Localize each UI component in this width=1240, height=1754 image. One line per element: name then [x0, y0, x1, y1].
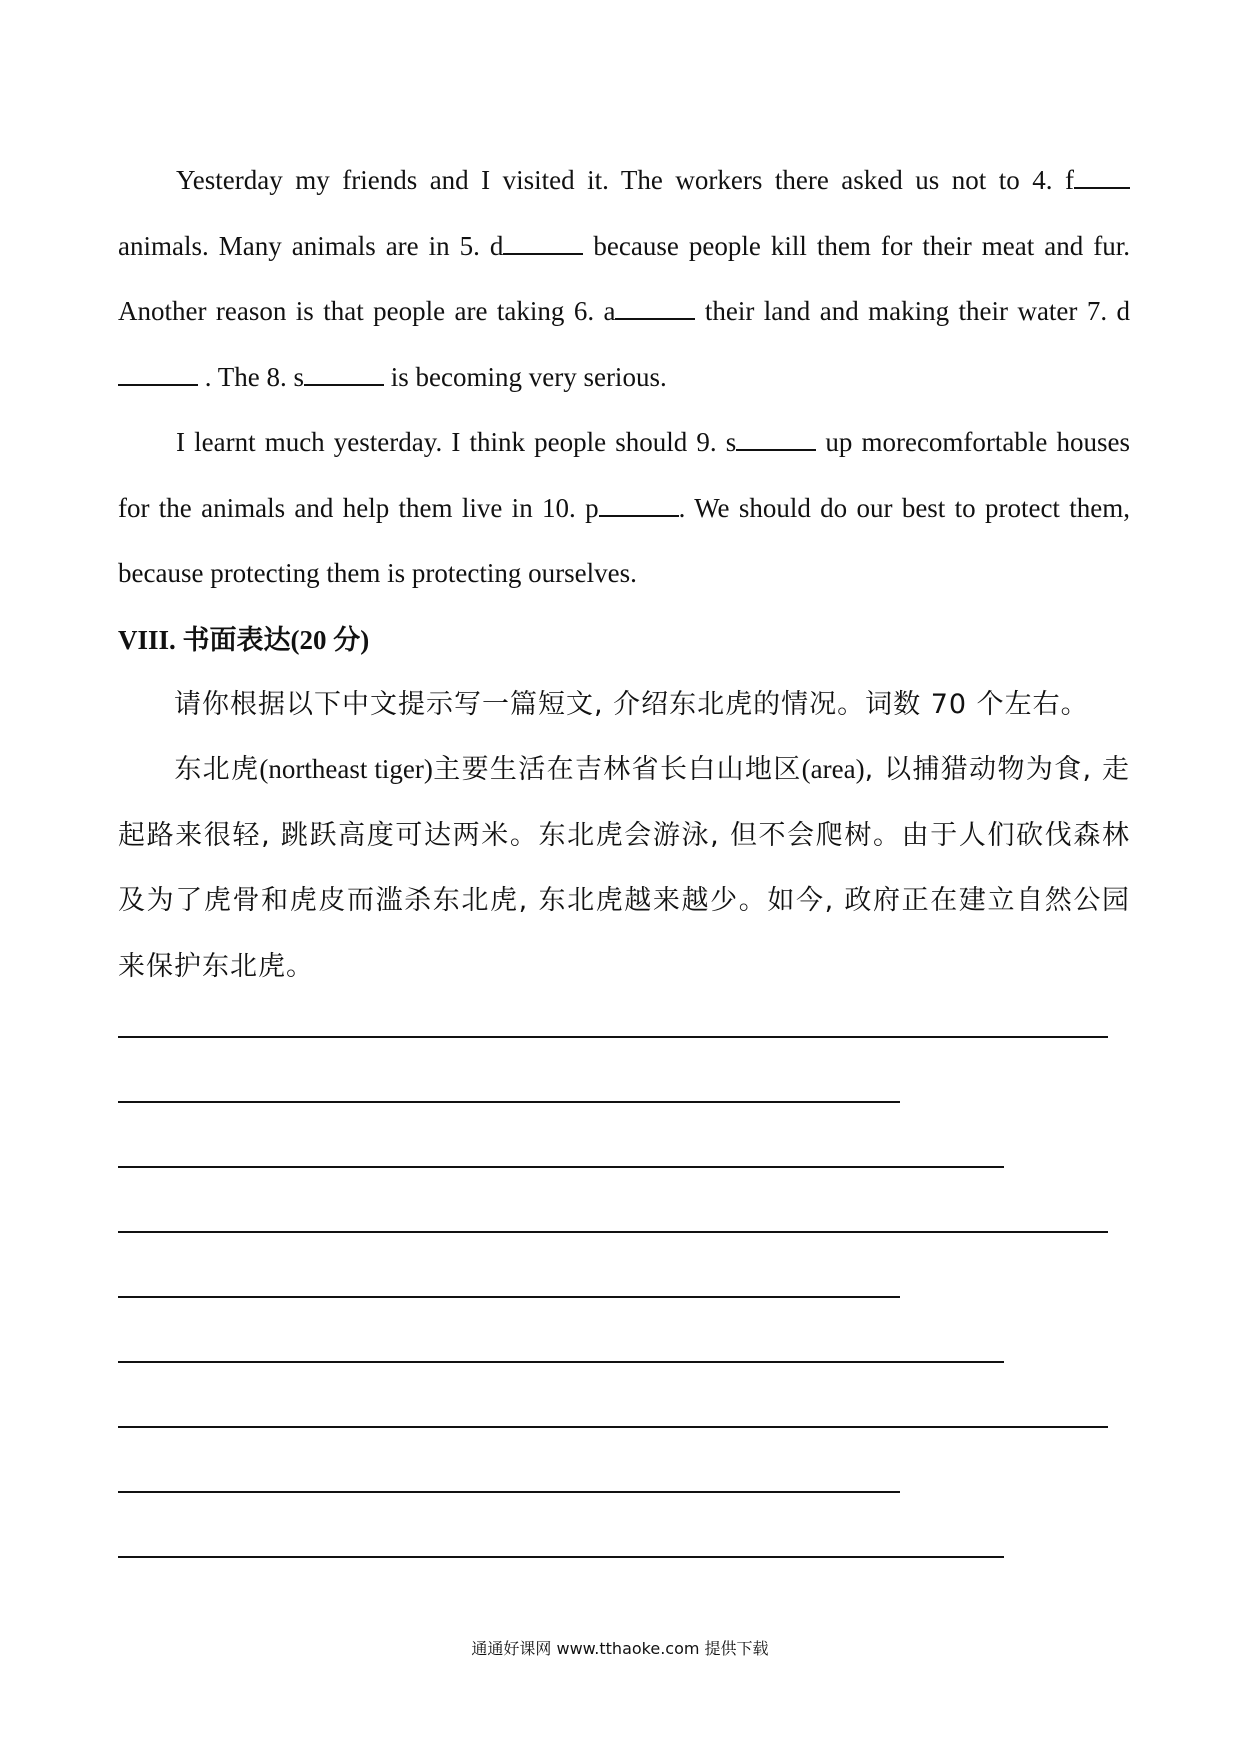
- answer-line[interactable]: [118, 1361, 1004, 1363]
- passage-paragraph-1: Yesterday my friends and I visited it. The workers there asked us not to 4. f animals. Many animals are in 5. d because people kill them for their meat and fur. Another reason is that people are taking 6. a their land and making their water 7. d . The 8. s is becoming very serious.: [118, 165, 1130, 392]
- blank-4[interactable]: [1074, 163, 1130, 189]
- answer-line[interactable]: [118, 1296, 900, 1298]
- answer-line[interactable]: [118, 1036, 1108, 1038]
- blank-8[interactable]: [304, 360, 384, 386]
- blank-6[interactable]: [615, 294, 695, 320]
- blank-7[interactable]: [118, 360, 198, 386]
- writing-instruction: 请你根据以下中文提示写一篇短文, 介绍东北虎的情况。词数 70 个左右。: [174, 689, 1089, 720]
- section-heading: VIII. 书面表达(20 分): [118, 625, 370, 655]
- answer-line[interactable]: [118, 1556, 1004, 1558]
- answer-line[interactable]: [118, 1231, 1108, 1233]
- answer-line[interactable]: [118, 1101, 900, 1103]
- passage-paragraph-2: I learnt much yesterday. I think people should 9. s up morecomfortable houses for the animals and help them live in 10. p . We should do our best to protect them, because protecting them is protecting ourselves.: [118, 427, 1130, 588]
- blank-9[interactable]: [736, 425, 816, 451]
- writing-prompt: 东北虎(northeast tiger)主要生活在吉林省长白山地区(area), 以捕猎动物为食, 走起路来很轻, 跳跃高度可达两米。东北虎会游泳, 但不会爬树。由于人们砍伐森林及为了虎骨和虎皮而滥杀东北虎, 东北虎越来越少。如今, 政府正在建立自然公园来保护东北虎。: [118, 754, 1131, 982]
- answer-line[interactable]: [118, 1491, 900, 1493]
- answer-line[interactable]: [118, 1426, 1108, 1428]
- answer-line[interactable]: [118, 1166, 1004, 1168]
- blank-5[interactable]: [503, 229, 583, 255]
- blank-10[interactable]: [599, 491, 679, 517]
- footer-credit: 通通好课网 www.tthaoke.com 提供下载: [471, 1639, 769, 1658]
